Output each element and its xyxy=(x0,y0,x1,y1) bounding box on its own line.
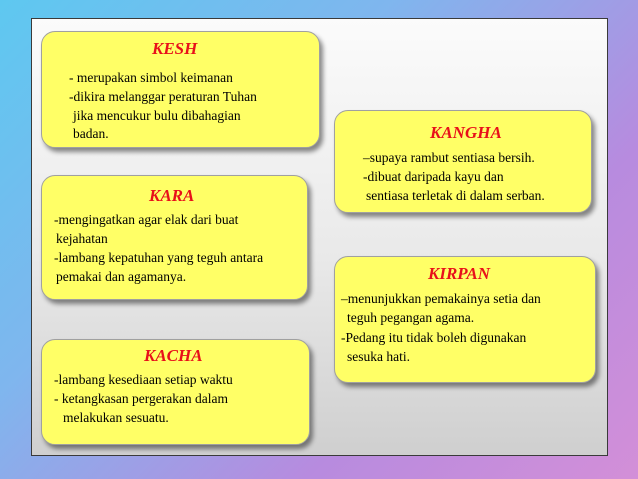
kirpan-line-1: –menunjukkan pemakainya setia dan xyxy=(341,291,541,306)
kesh-line-3: jika mencukur bulu dibahagian xyxy=(73,108,241,123)
kesh-line-4: badan. xyxy=(73,126,109,141)
kangha-line-3: sentiasa terletak di dalam serban. xyxy=(366,188,545,203)
kara-title: KARA xyxy=(149,186,195,205)
kacha-title: KACHA xyxy=(144,346,203,365)
kesh-line-1: - merupakan simbol keimanan xyxy=(69,70,233,85)
kara-line-3: -lambang kepatuhan yang teguh antara xyxy=(54,250,264,265)
kangha-title: KANGHA xyxy=(430,123,502,142)
kara-line-4: pemakai dan agamanya. xyxy=(56,269,187,284)
kirpan-title: KIRPAN xyxy=(428,264,491,283)
kacha-card xyxy=(41,339,310,445)
kesh-line-2: -dikira melanggar peraturan Tuhan xyxy=(69,89,257,104)
kara-card xyxy=(41,175,308,300)
kirpan-line-2: teguh pegangan agama. xyxy=(347,310,475,325)
kacha-line-1: -lambang kesediaan setiap waktu xyxy=(54,372,233,387)
kangha-line-1: –supaya rambut sentiasa bersih. xyxy=(363,150,535,165)
kacha-line-3: melakukan sesuatu. xyxy=(63,410,169,425)
kacha-line-2: - ketangkasan pergerakan dalam xyxy=(54,391,229,406)
kirpan-card xyxy=(334,256,596,383)
kangha-line-2: -dibuat daripada kayu dan xyxy=(363,169,504,184)
kangha-card xyxy=(334,110,592,213)
kirpan-line-4: sesuka hati. xyxy=(347,349,410,364)
kara-line-2: kejahatan xyxy=(56,231,108,246)
kirpan-line-3: -Pedang itu tidak boleh digunakan xyxy=(341,330,527,345)
kesh-card xyxy=(41,31,320,148)
kara-line-1: -mengingatkan agar elak dari buat xyxy=(54,212,239,227)
kesh-title: KESH xyxy=(152,39,198,58)
